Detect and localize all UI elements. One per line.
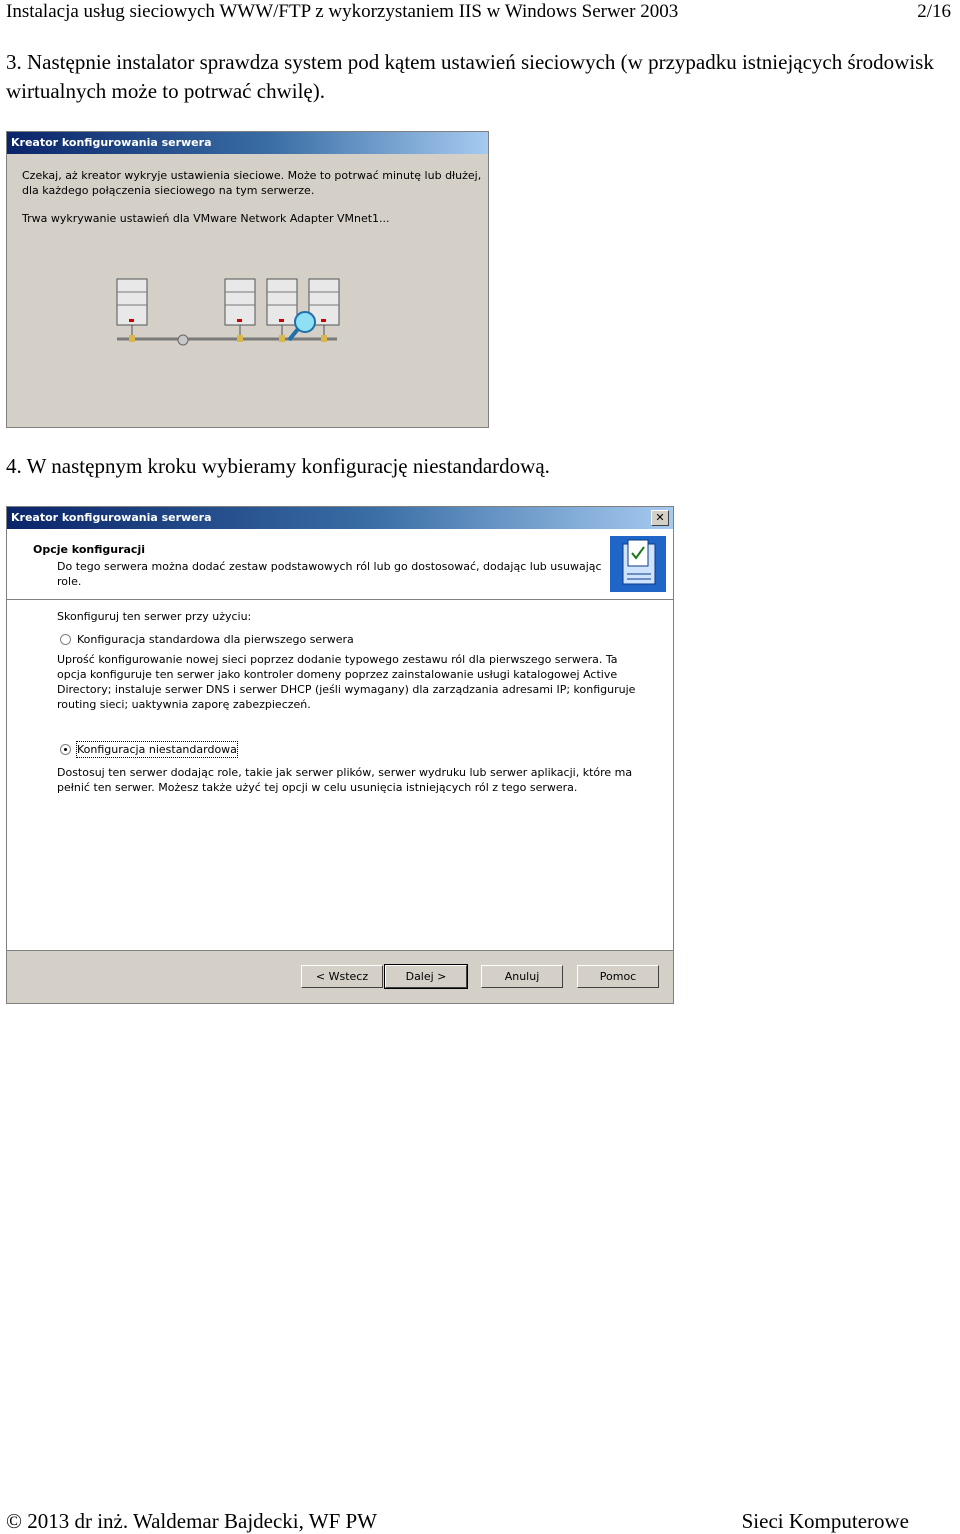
wizard-subheading-line1: Do tego serwera można dodać zestaw podstawowych ról lub go dostosować, dodając lub usuwając xyxy=(57,560,602,573)
configure-prompt: Skonfiguruj ten serwer przy użyciu: xyxy=(57,610,252,623)
custom-config-radio[interactable] xyxy=(60,744,71,755)
network-servers-icon xyxy=(107,272,347,352)
wizard-header-panel xyxy=(7,529,673,600)
help-button[interactable]: Pomoc xyxy=(577,965,659,988)
document-header-title: Instalacja usług sieciowych WWW/FTP z wykorzystaniem IIS w Windows Serwer 2003 xyxy=(6,1,679,22)
wizard-heading: Opcje konfiguracji xyxy=(33,543,145,556)
page-number: 2/16 xyxy=(917,1,951,22)
footer-course: Sieci Komputerowe xyxy=(741,1509,909,1533)
detect-settings-dialog-screenshot xyxy=(6,131,489,428)
standard-config-desc-line4: routing sieci; uaktywnia zaporę zabezpieczeń. xyxy=(57,698,311,711)
step-3-paragraph: 3. Następnie instalator sprawdza system pod kątem ustawień sieciowych (w przypadku istniejących środowisk wirtualnych może to potrwać chwilę). xyxy=(6,50,934,103)
cancel-button[interactable]: Anuluj xyxy=(481,965,563,988)
back-button[interactable]: < Wstecz xyxy=(301,965,383,988)
standard-config-desc-line3: Directory; instaluje serwer DNS i serwer DHCP (jeśli wymagany) dla zarządzania adresami IP; konfiguruje xyxy=(57,683,636,696)
custom-config-desc-line2: pełnić ten serwer. Możesz także użyć tej opcji w celu usunięcia istniejących ról z tego serwera. xyxy=(57,781,578,794)
custom-config-desc-line1: Dostosuj ten serwer dodając role, takie jak serwer plików, serwer wydruku lub serwer aplikacji, które ma xyxy=(57,766,633,779)
dialog-title-bar xyxy=(7,507,673,529)
next-button[interactable]: Dalej > xyxy=(385,965,467,988)
close-icon[interactable]: ✕ xyxy=(651,510,669,526)
wizard-subheading-line2: role. xyxy=(57,575,82,588)
wizard-body-panel xyxy=(7,600,673,951)
detecting-status: Trwa wykrywanie ustawień dla VMware Network Adapter VMnet1... xyxy=(22,212,390,225)
custom-config-label[interactable]: Konfiguracja niestandardowa xyxy=(77,743,237,756)
dialog-title: Kreator konfigurowania serwera xyxy=(11,511,212,524)
standard-config-desc-line1: Uprość konfigurowanie nowej sieci poprzez dodanie typowego zestawu ról dla pierwszego serwera. Ta xyxy=(57,653,618,666)
configuration-options-dialog-screenshot xyxy=(6,506,674,1004)
wait-message-line1: Czekaj, aż kreator wykryje ustawienia sieciowe. Może to potrwać minutę lub dłużej, xyxy=(22,169,482,182)
standard-config-desc-line2: opcja konfiguruje ten serwer jako kontroler domeny poprzez zainstalowanie usługi katalogowej Active xyxy=(57,668,618,681)
server-wizard-icon xyxy=(610,536,666,592)
standard-config-radio[interactable] xyxy=(60,634,71,645)
dialog-title: Kreator konfigurowania serwera xyxy=(7,132,488,154)
footer-copyright: © 2013 dr inż. Waldemar Bajdecki, WF PW xyxy=(6,1509,377,1533)
step-4-paragraph: 4. W następnym kroku wybieramy konfigurację niestandardową. xyxy=(6,454,550,478)
standard-config-label[interactable]: Konfiguracja standardowa dla pierwszego serwera xyxy=(77,633,354,646)
wait-message-line2: dla każdego połączenia sieciowego na tym serwerze. xyxy=(22,184,315,197)
